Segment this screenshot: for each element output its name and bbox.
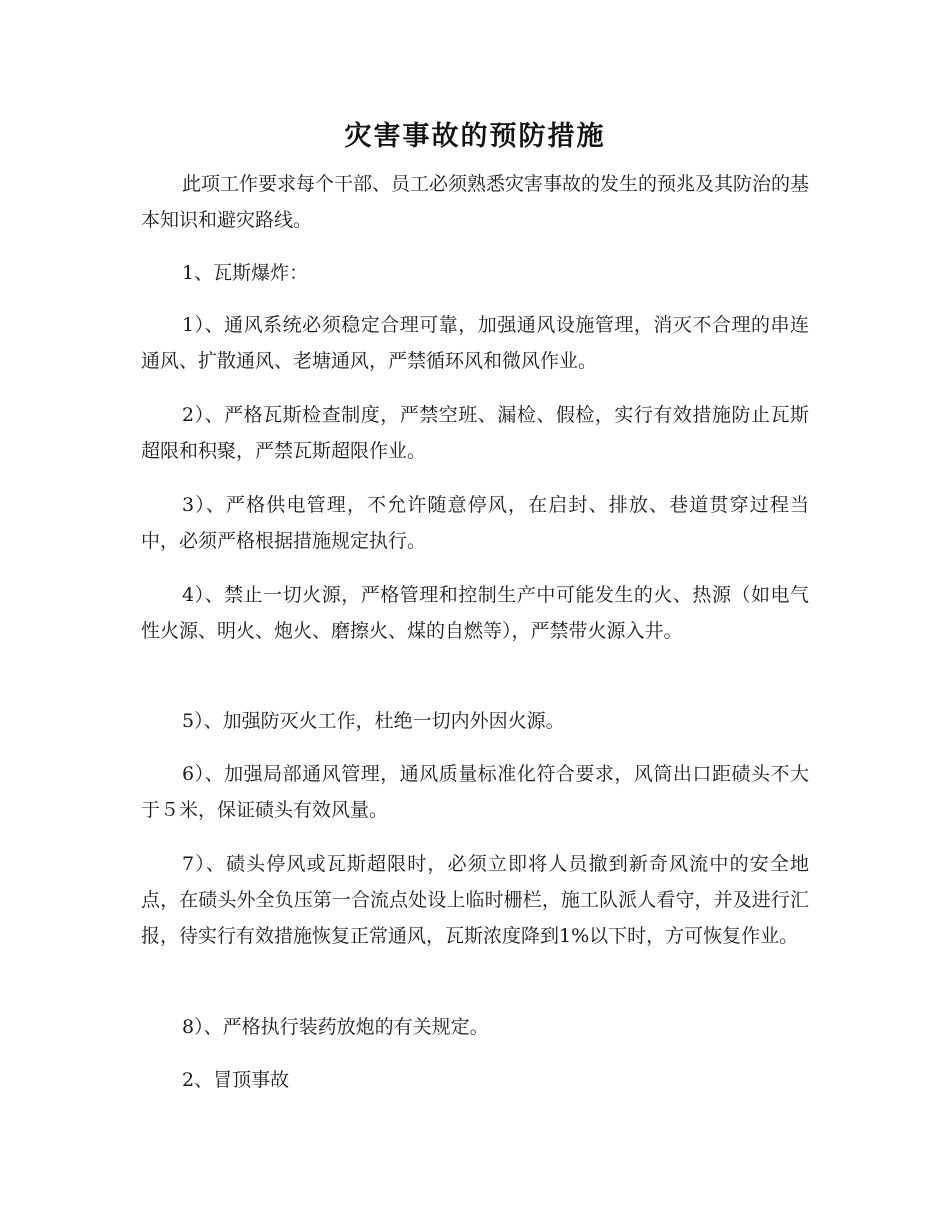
list-item-1 [141, 307, 809, 379]
paragraph: 6）、加强局部通风管理，通风质量标准化符合要求，风筒出口距碛头不大于５米，保证碛头有效风量。 [141, 763, 809, 821]
paragraph: 8）、严格执行装药放炮的有关规定。 [182, 1016, 489, 1038]
list-item-7 [141, 846, 809, 954]
paragraph: 1）、通风系统必须稳定合理可靠，加强通风设施管理，消灭不合理的串连通风、扩散通风、老塘通风，严禁循环风和微风作业。 [141, 314, 809, 372]
list-item-8 [141, 1009, 809, 1045]
document-title: 灾害事故的预防措施 [344, 121, 606, 152]
section-heading-gas-explosion [141, 255, 809, 291]
paragraph: 7）、碛头停风或瓦斯超限时，必须立即将人员撤到新奇风流中的安全地点，在碛头外全负压第一合流点处设上临时栅栏，施工队派人看守，并及进行汇报，待实行有效措施恢复正常通风，瓦斯浓度降到1%以下时，方可恢复作业。 [141, 853, 809, 947]
paragraph: 3）、严格供电管理，不允许随意停风，在启封、排放、巷道贯穿过程当中，必须严格根据措施规定执行。 [141, 494, 809, 552]
paragraph: 此项工作要求每个干部、员工必须熟悉灾害事故的发生的预兆及其防治的基本知识和避灾路线。 [141, 173, 810, 231]
list-item-2 [141, 397, 809, 469]
list-item-4 [141, 577, 809, 649]
list-item-5 [141, 703, 809, 739]
paragraph: 1、瓦斯爆炸： [182, 262, 309, 284]
paragraph: 2）、严格瓦斯检查制度，严禁空班、漏检、假检，实行有效措施防止瓦斯超限和积聚，严禁瓦斯超限作业。 [141, 404, 809, 462]
list-item-3 [141, 487, 809, 559]
paragraph: 5）、加强防灭火工作，杜绝一切内外因火源。 [182, 710, 565, 732]
section-heading-roof-fall [141, 1062, 809, 1098]
paragraph-intro [141, 166, 809, 238]
paragraph: 4）、禁止一切火源，严格管理和控制生产中可能发生的火、热源（如电气性火源、明火、炮火、磨擦火、煤的自燃等），严禁带火源入井。 [141, 584, 809, 642]
paragraph: 2、冒顶事故 [182, 1069, 290, 1091]
list-item-6 [141, 756, 809, 828]
